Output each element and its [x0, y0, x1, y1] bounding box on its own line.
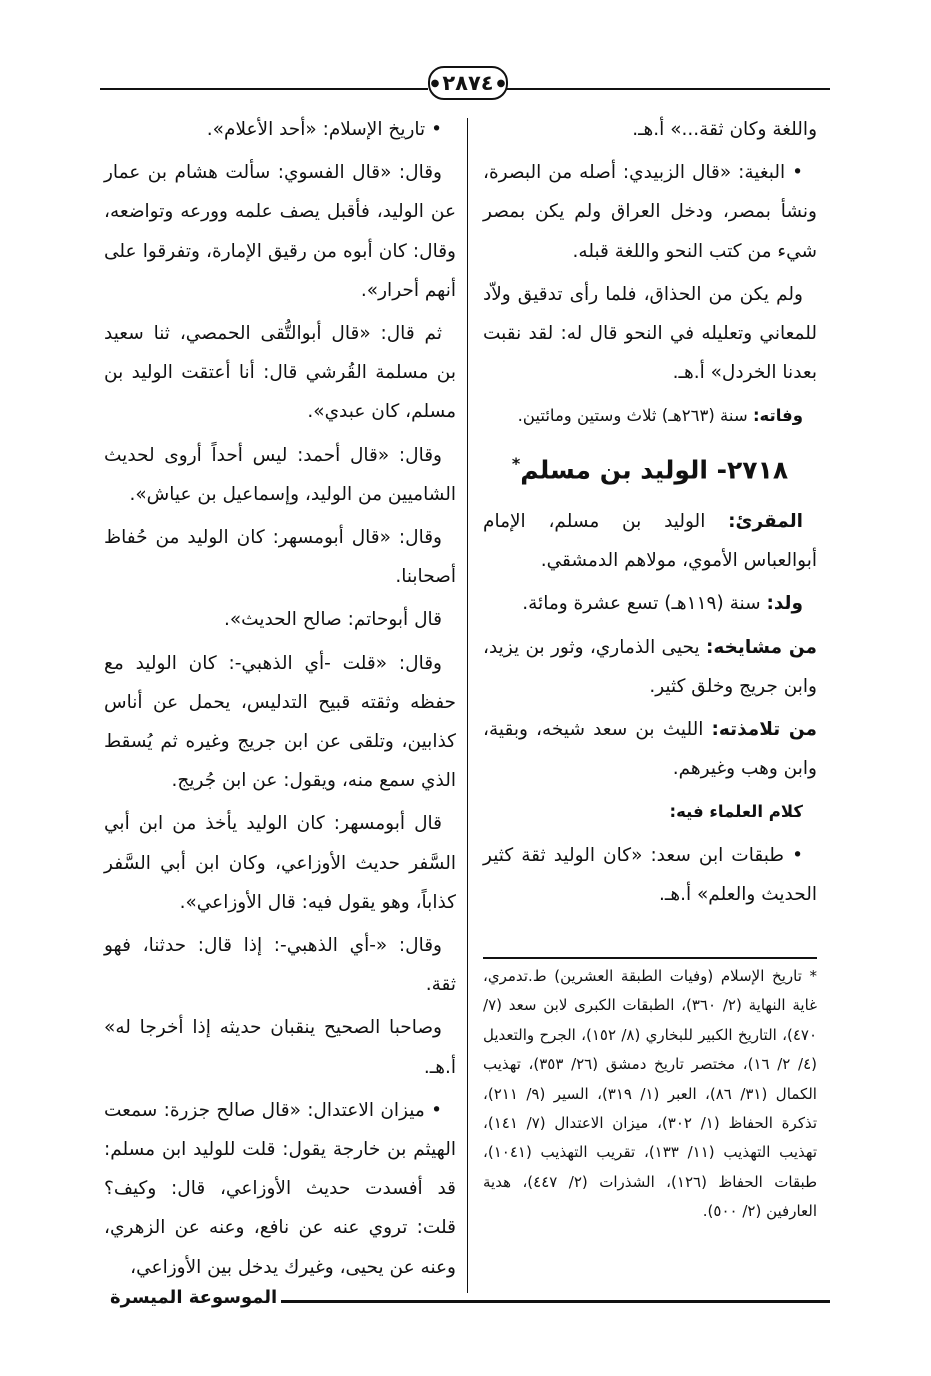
entry-text: الليث بن سعد شيخه، وبقية، وابن وهب وغيرهم. [483, 718, 817, 780]
footnote-text: * تاريخ الإسلام (وفيات الطبقة العشرين) ط.تدمري، غاية النهاية (٢/ ٣٦٠)، الطبقات الكبرى لابن سعد (٧/ ٤٧٠)، التاريخ الكبير للبخاري (٨/ ١٥٢)، الجرح والتعديل (٤/ ٢/ ١٦)، مختصر تاريخ دمشق (٢٦/ ٣٥٣)، تهذيب الكمال (٣١/ ٨٦)، العبر (١/ ٣١٩)، السير (٩/ ٢١١)، تذكرة الحفاظ (١/ ٣٠٢)، ميزان الاعتدال (٧/ ١٤١)، تهذيب التهذيب (١١/ ١٣٣)، تقريب التهذيب (١٠٤١)، طبقات الحفاظ (١٢٦)، الشذرات (٢/ ٤٤٧)، هدية العارفين (٢/ ٥٠٠). [483, 967, 818, 1221]
entry-label: من مشايخه: [705, 636, 818, 658]
paragraph: وقال: «قال أبومسهر: كان الوليد من حُفاظ أصحابنا. [104, 527, 456, 588]
paragraph: • تاريخ الإسلام: «أحد الأعلام». [206, 119, 442, 140]
footnote-rule [483, 957, 817, 959]
right-column [483, 110, 817, 918]
biography-title: ٢٧١٨- الوليد بن مسلم [520, 454, 789, 484]
footer-rule [236, 1300, 830, 1303]
entry [483, 710, 817, 788]
ornament-dot-icon: ● [430, 77, 440, 89]
paragraph: • ميزان الاعتدال: «قال صالح جزرة: سمعت الهيثم بن خارجة يقول: قلت للوليد ابن مسلم: قد أفسدت حديث الأوزاعي، قال: وكيف؟ قلت: تروي عنه عن نافع، وعنه عن الزهري، وعنه عن يحيى، وغيرك يدخل بين الأوزاعي، [104, 1099, 456, 1278]
entry-text: الوليد بن مسلم، الإمام أبوالعباس الأموي، مولاهم الدمشقي. [483, 510, 817, 572]
ornament-dot-icon: ● [496, 77, 506, 89]
entry-label: ولد: [766, 593, 803, 615]
left-column [104, 110, 456, 1291]
footnote-marker: * [511, 453, 521, 473]
paragraph: واللغة وكان ثقة...» أ.هـ. [632, 119, 817, 140]
death-line [483, 396, 817, 435]
paragraph: قال أبومسهر: كان الوليد يأخذ من ابن أبي السَّفر حديث الأوزاعي، وكان ابن أبي السَّفر كذاباً، وهو يقول فيه: قال الأوزاعي». [104, 813, 456, 913]
entry-text: سنة (١١٩هـ) تسع عشرة ومائة. [522, 593, 761, 615]
entry-label: من تلامذته: [711, 718, 817, 740]
page-number-badge [428, 66, 508, 100]
paragraph: ثم قال: «قال أبوالتُّقى الحمصي، ثنا سعيد بن مسلمة القُرشي قال: أنا أعتقت الوليد بن مسلم، كان عبدي». [104, 323, 456, 423]
footer-title: الموسوعة الميسرة [104, 1287, 281, 1308]
paragraph: وقال: «قلت -أي الذهبي-: كان الوليد مع حفظه وثقته قبيح التدليس، يحمل عن أناس كذابين، وتلقى عن ابن جريج وغيره ثم يُسقط الذي سمع منه، ويقول: عن ابن جُريج. [104, 652, 456, 792]
header-rule-right [505, 88, 830, 90]
entry [483, 584, 817, 623]
paragraph: وقال: «قال أحمد: ليس أحداً أروى لحديث الشاميين من الوليد، وإسماعيل بن عياش». [104, 444, 456, 505]
entry-label: المقرئ: [728, 510, 803, 532]
death-text: سنة (٢٦٣هـ) ثلاث وستين ومائتين. [517, 406, 748, 426]
paragraph: وقال: «-أي الذهبي-: إذا قال: حدثنا، فهو ثقة. [104, 935, 456, 996]
paragraph: • طبقات ابن سعد: «كان الوليد ثقة كثير الحديث والعلم» أ.هـ. [483, 844, 817, 905]
death-label: وفاته: [752, 406, 803, 426]
paragraph: وصاحبا الصحيح ينقبان حديثه إذا أخرجا له» أ.هـ. [104, 1017, 456, 1078]
biography-heading [483, 442, 817, 492]
paragraph: • البغية: «قال الزبيدي: أصله من البصرة، ونشأ بمصر، ودخل العراق ولم يكن بمصر شيء من كتب النحو واللغة قبله. [483, 162, 817, 262]
paragraph: قال أبوحاتم: صالح الحديث». [223, 609, 442, 631]
entry [483, 502, 817, 580]
page-number: ٢٨٧٤ [442, 71, 494, 95]
column-divider [467, 118, 468, 1293]
entry-text: يحيى الذماري، وثور بن يزيد، وابن جريج وخلق كثير. [483, 636, 817, 697]
header-rule-left [100, 88, 428, 90]
scholars-heading: كلام العلماء فيه: [669, 802, 803, 822]
paragraph: وقال: «قال الفسوي: سألت هشام بن عمار عن الوليد، فأقبل يصف علمه وورعه وتواضعه، وقال: كان أبوه من رقيق الإمارة، وتفرقوا على أنهم أحرار». [104, 162, 456, 301]
entry [483, 628, 817, 706]
paragraph: ولم يكن من الحذاق، فلما رأى تدقيق ولاّد للمعاني وتعليله في النحو قال له: لقد نقبت بعدنا الخردل» أ.هـ. [483, 283, 817, 384]
